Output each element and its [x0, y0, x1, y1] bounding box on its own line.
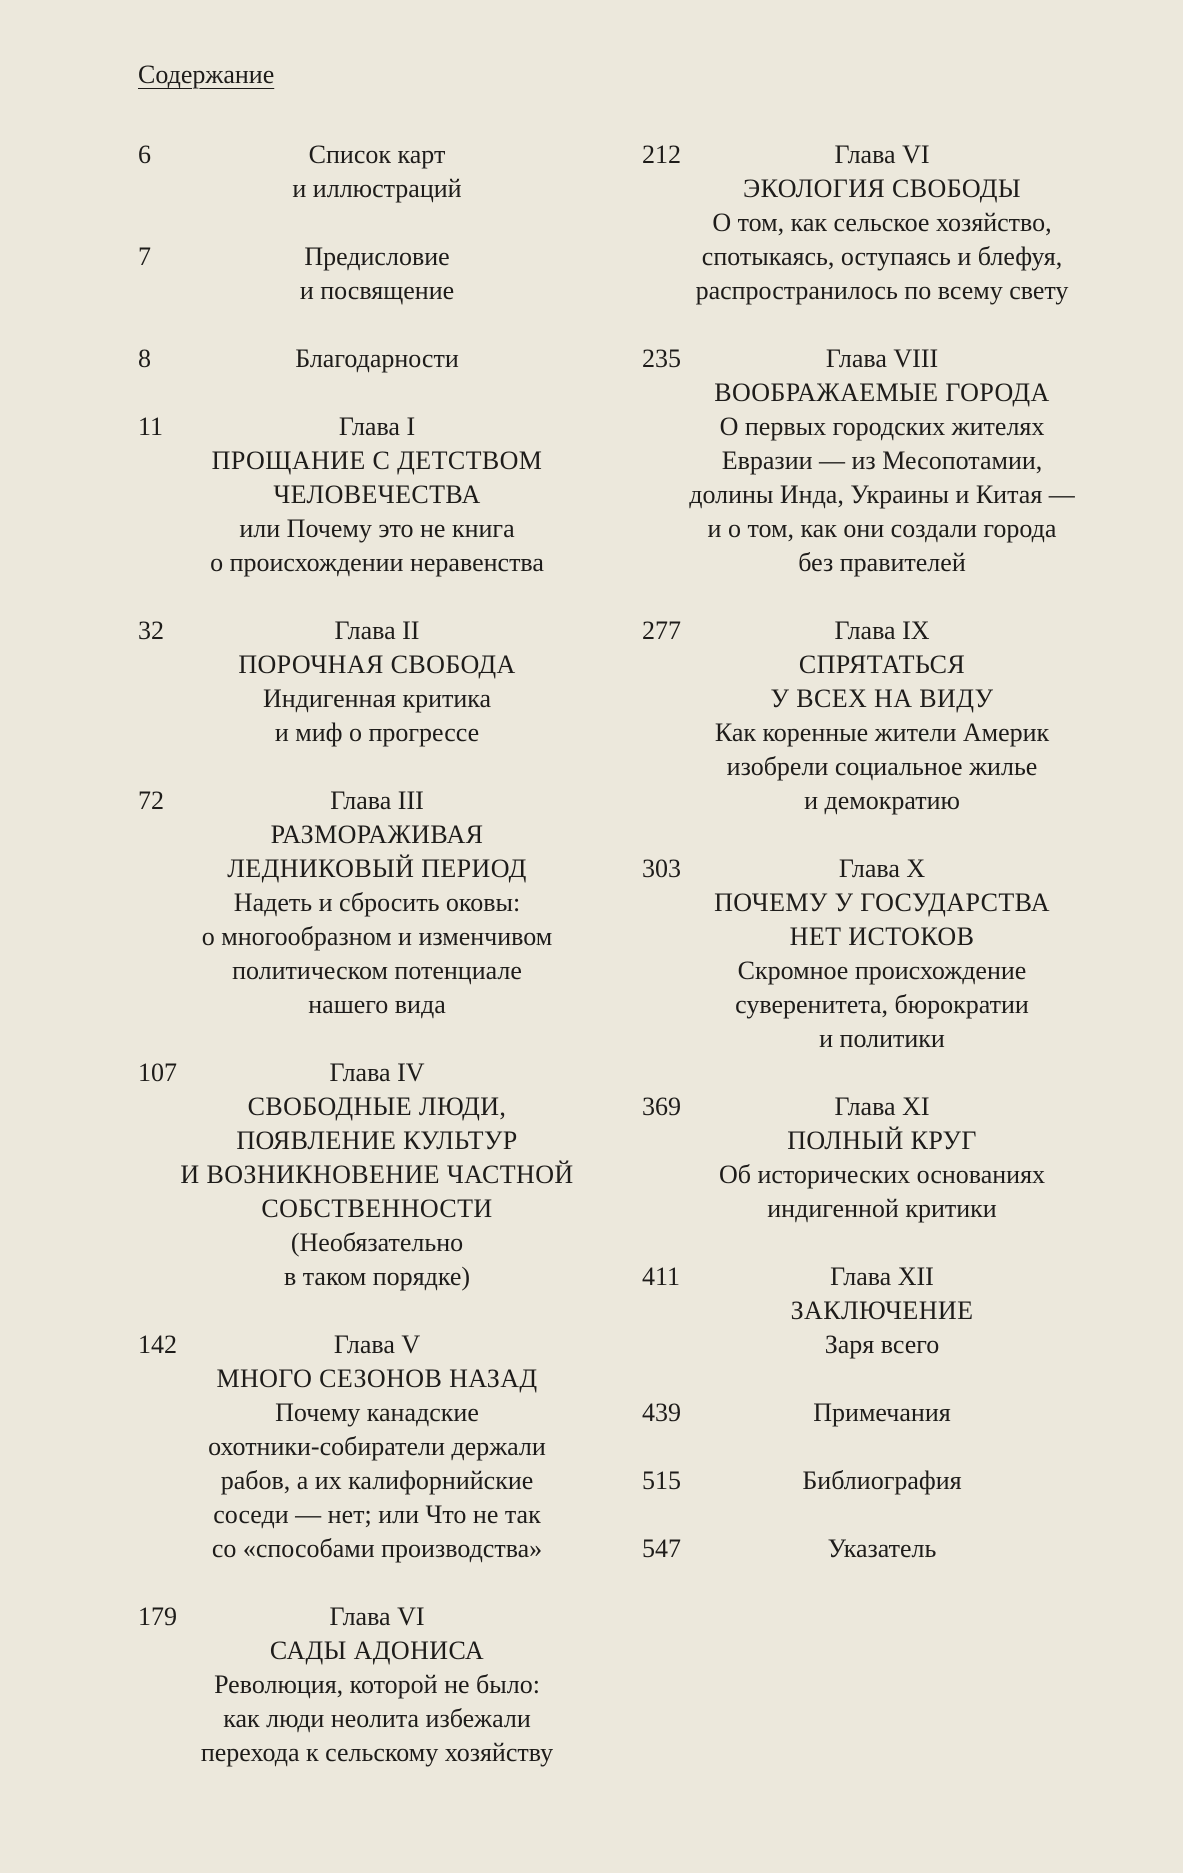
chapter-subtitle-line: нашего вида: [308, 990, 446, 1019]
chapter-label: Глава XII: [830, 1262, 934, 1291]
chapter-title-line: ЭКОЛОГИЯ СВОБОДЫ: [743, 174, 1021, 203]
entry-text: [642, 614, 1122, 818]
chapter-subtitle-line: О первых городских жителях: [719, 412, 1045, 441]
chapter-title-line: НЕТ ИСТОКОВ: [789, 922, 975, 951]
toc-entry: [642, 1532, 1122, 1566]
chapter-subtitle-line: Заря всего: [824, 1330, 940, 1359]
chapter-title-line: СПРЯТАТЬСЯ: [798, 650, 966, 679]
toc-entry: [138, 410, 616, 580]
page-number: 142: [138, 1330, 177, 1359]
chapter-title-line: СОБСТВЕННОСТИ: [261, 1194, 493, 1223]
page-number: 411: [642, 1262, 681, 1291]
page-number: 212: [642, 140, 681, 169]
page-number: 369: [642, 1092, 681, 1121]
chapter-subtitle-line: долины Инда, Украины и Китая —: [689, 480, 1075, 509]
left-column: [138, 138, 616, 1770]
entry-text: [138, 784, 616, 1022]
toc-entry: [642, 342, 1122, 580]
page-number: 303: [642, 854, 681, 883]
chapter-subtitle-line: и политики: [819, 1024, 945, 1053]
chapter-subtitle-line: перехода к сельскому хозяйству: [200, 1738, 554, 1767]
page-number: 277: [642, 616, 681, 645]
chapter-label: Глава II: [334, 616, 420, 645]
chapter-title-line: САДЫ АДОНИСА: [269, 1636, 485, 1665]
chapter-subtitle-line: О том, как сельское хозяйство,: [712, 208, 1052, 237]
toc-entry: [642, 1396, 1122, 1430]
chapter-subtitle-line: Благодарности: [295, 344, 459, 373]
page-number: 179: [138, 1602, 177, 1631]
chapter-title-line: МНОГО СЕЗОНОВ НАЗАД: [216, 1364, 538, 1393]
entry-text: [138, 342, 616, 376]
chapter-subtitle-line: Указатель: [827, 1534, 937, 1563]
toc-entry: [642, 852, 1122, 1056]
chapter-title-line: ПОЯВЛЕНИЕ КУЛЬТУР: [236, 1126, 518, 1155]
chapter-title-line: ЧЕЛОВЕЧЕСТВА: [273, 480, 481, 509]
chapter-subtitle-line: Революция, которой не было:: [214, 1670, 540, 1699]
chapter-subtitle-line: суверенитета, бюрократии: [735, 990, 1029, 1019]
chapter-title-line: РАЗМОРАЖИВАЯ: [270, 820, 484, 849]
chapter-label: Глава I: [338, 412, 416, 441]
chapter-title-line: ПОРОЧНАЯ СВОБОДА: [238, 650, 516, 679]
toc-entry: [138, 1328, 616, 1566]
toc-entry: [138, 614, 616, 750]
page-number: 547: [642, 1534, 681, 1563]
page-number: 515: [642, 1466, 681, 1495]
chapter-subtitle-line: распространилось по всему свету: [695, 276, 1069, 305]
entry-text: [642, 1464, 1122, 1498]
toc-entry: [642, 1260, 1122, 1362]
toc-entry: [642, 138, 1122, 308]
chapter-title-line: СВОБОДНЫЕ ЛЮДИ,: [247, 1092, 507, 1121]
toc-entry: [138, 138, 616, 206]
chapter-subtitle-line: Предисловие: [304, 242, 450, 271]
chapter-subtitle-line: политическом потенциале: [232, 956, 522, 985]
chapter-label: Глава VI: [834, 140, 930, 169]
entry-text: [642, 1260, 1122, 1362]
chapter-title-line: У ВСЕХ НА ВИДУ: [770, 684, 994, 713]
chapter-subtitle-line: Примечания: [813, 1398, 951, 1427]
chapter-title-line: ПОЧЕМУ У ГОСУДАРСТВА: [714, 888, 1050, 917]
toc-entry: [138, 1600, 616, 1770]
chapter-label: Глава VIII: [825, 344, 939, 373]
toc-entry: [138, 1056, 616, 1294]
page-number: 72: [138, 786, 164, 815]
chapter-title-line: ЗАКЛЮЧЕНИЕ: [790, 1296, 974, 1325]
chapter-subtitle-line: Список карт: [308, 140, 446, 169]
chapter-subtitle-line: Скромное происхождение: [737, 956, 1027, 985]
entry-text: [138, 240, 616, 308]
chapter-title-line: ЛЕДНИКОВЫЙ ПЕРИОД: [227, 854, 527, 883]
chapter-subtitle-line: и демократию: [804, 786, 960, 815]
chapter-subtitle-line: и посвящение: [299, 276, 455, 305]
page-number: 439: [642, 1398, 681, 1427]
chapter-label: Глава III: [330, 786, 424, 815]
page-number: 32: [138, 616, 164, 645]
toc-entry: [138, 784, 616, 1022]
entry-text: [138, 1600, 616, 1770]
chapter-subtitle-line: как люди неолита избежали: [223, 1704, 531, 1733]
chapter-subtitle-line: в таком порядке): [283, 1262, 471, 1291]
chapter-label: Глава IV: [329, 1058, 425, 1087]
entry-text: [138, 1056, 616, 1294]
page-header: Содержание: [138, 60, 275, 89]
toc-entry: [642, 1464, 1122, 1498]
entry-text: [642, 1532, 1122, 1566]
right-column: [642, 138, 1122, 1566]
chapter-label: Глава XI: [834, 1092, 930, 1121]
chapter-subtitle-line: и о том, как они создали города: [707, 514, 1057, 543]
chapter-subtitle-line: и миф о прогрессе: [274, 718, 480, 747]
entry-text: [138, 138, 616, 206]
chapter-title-line: ПОЛНЫЙ КРУГ: [787, 1126, 977, 1155]
chapter-label: Глава VI: [329, 1602, 425, 1631]
chapter-subtitle-line: и иллюстраций: [292, 174, 462, 203]
chapter-subtitle-line: рабов, а их калифорнийские: [220, 1466, 534, 1495]
entry-text: [642, 138, 1122, 308]
chapter-subtitle-line: Библиография: [802, 1466, 962, 1495]
chapter-subtitle-line: Индигенная критика: [262, 684, 492, 713]
chapter-subtitle-line: Об исторических основаниях: [718, 1160, 1046, 1189]
toc-entry: [138, 240, 616, 308]
chapter-subtitle-line: Евразии — из Месопотамии,: [721, 446, 1043, 475]
entry-text: [642, 1396, 1122, 1430]
chapter-subtitle-line: соседи — нет; или Что не так: [213, 1500, 541, 1529]
chapter-subtitle-line: о происхождении неравенства: [210, 548, 544, 577]
chapter-label: Глава X: [838, 854, 926, 883]
entry-text: [138, 1328, 616, 1566]
chapter-subtitle-line: индигенной критики: [767, 1194, 997, 1223]
chapter-label: Глава IX: [834, 616, 930, 645]
page-number: 7: [138, 242, 151, 271]
page-number: 235: [642, 344, 681, 373]
chapter-subtitle-line: охотники-собиратели держали: [208, 1432, 546, 1461]
chapter-title-line: ПРОЩАНИЕ С ДЕТСТВОМ: [211, 446, 543, 475]
chapter-label: Глава V: [333, 1330, 421, 1359]
chapter-subtitle-line: без правителей: [798, 548, 966, 577]
page-number: 107: [138, 1058, 177, 1087]
entry-text: [642, 1090, 1122, 1226]
chapter-subtitle-line: изобрели социальное жилье: [726, 752, 1038, 781]
chapter-subtitle-line: Почему канадские: [275, 1398, 479, 1427]
page-number: 8: [138, 344, 151, 373]
entry-text: [138, 614, 616, 750]
entry-text: [138, 410, 616, 580]
chapter-title-line: И ВОЗНИКНОВЕНИЕ ЧАСТНОЙ: [180, 1160, 574, 1189]
entry-text: [642, 342, 1122, 580]
chapter-subtitle-line: спотыкаясь, оступаясь и блефуя,: [701, 242, 1063, 271]
chapter-subtitle-line: Как коренные жители Америк: [714, 718, 1050, 747]
toc-entry: [138, 342, 616, 376]
entry-text: [642, 852, 1122, 1056]
chapter-title-line: ВООБРАЖАЕМЫЕ ГОРОДА: [714, 378, 1050, 407]
chapter-subtitle-line: или Почему это не книга: [239, 514, 515, 543]
chapter-subtitle-line: о многообразном и изменчивом: [201, 922, 553, 951]
toc-entry: [642, 1090, 1122, 1226]
chapter-subtitle-line: со «способами производства»: [211, 1534, 543, 1563]
toc-entry: [642, 614, 1122, 818]
chapter-subtitle-line: (Необязательно: [290, 1228, 464, 1257]
chapter-subtitle-line: Надеть и сбросить оковы:: [233, 888, 521, 917]
page-number: 6: [138, 140, 151, 169]
page-number: 11: [138, 412, 164, 441]
